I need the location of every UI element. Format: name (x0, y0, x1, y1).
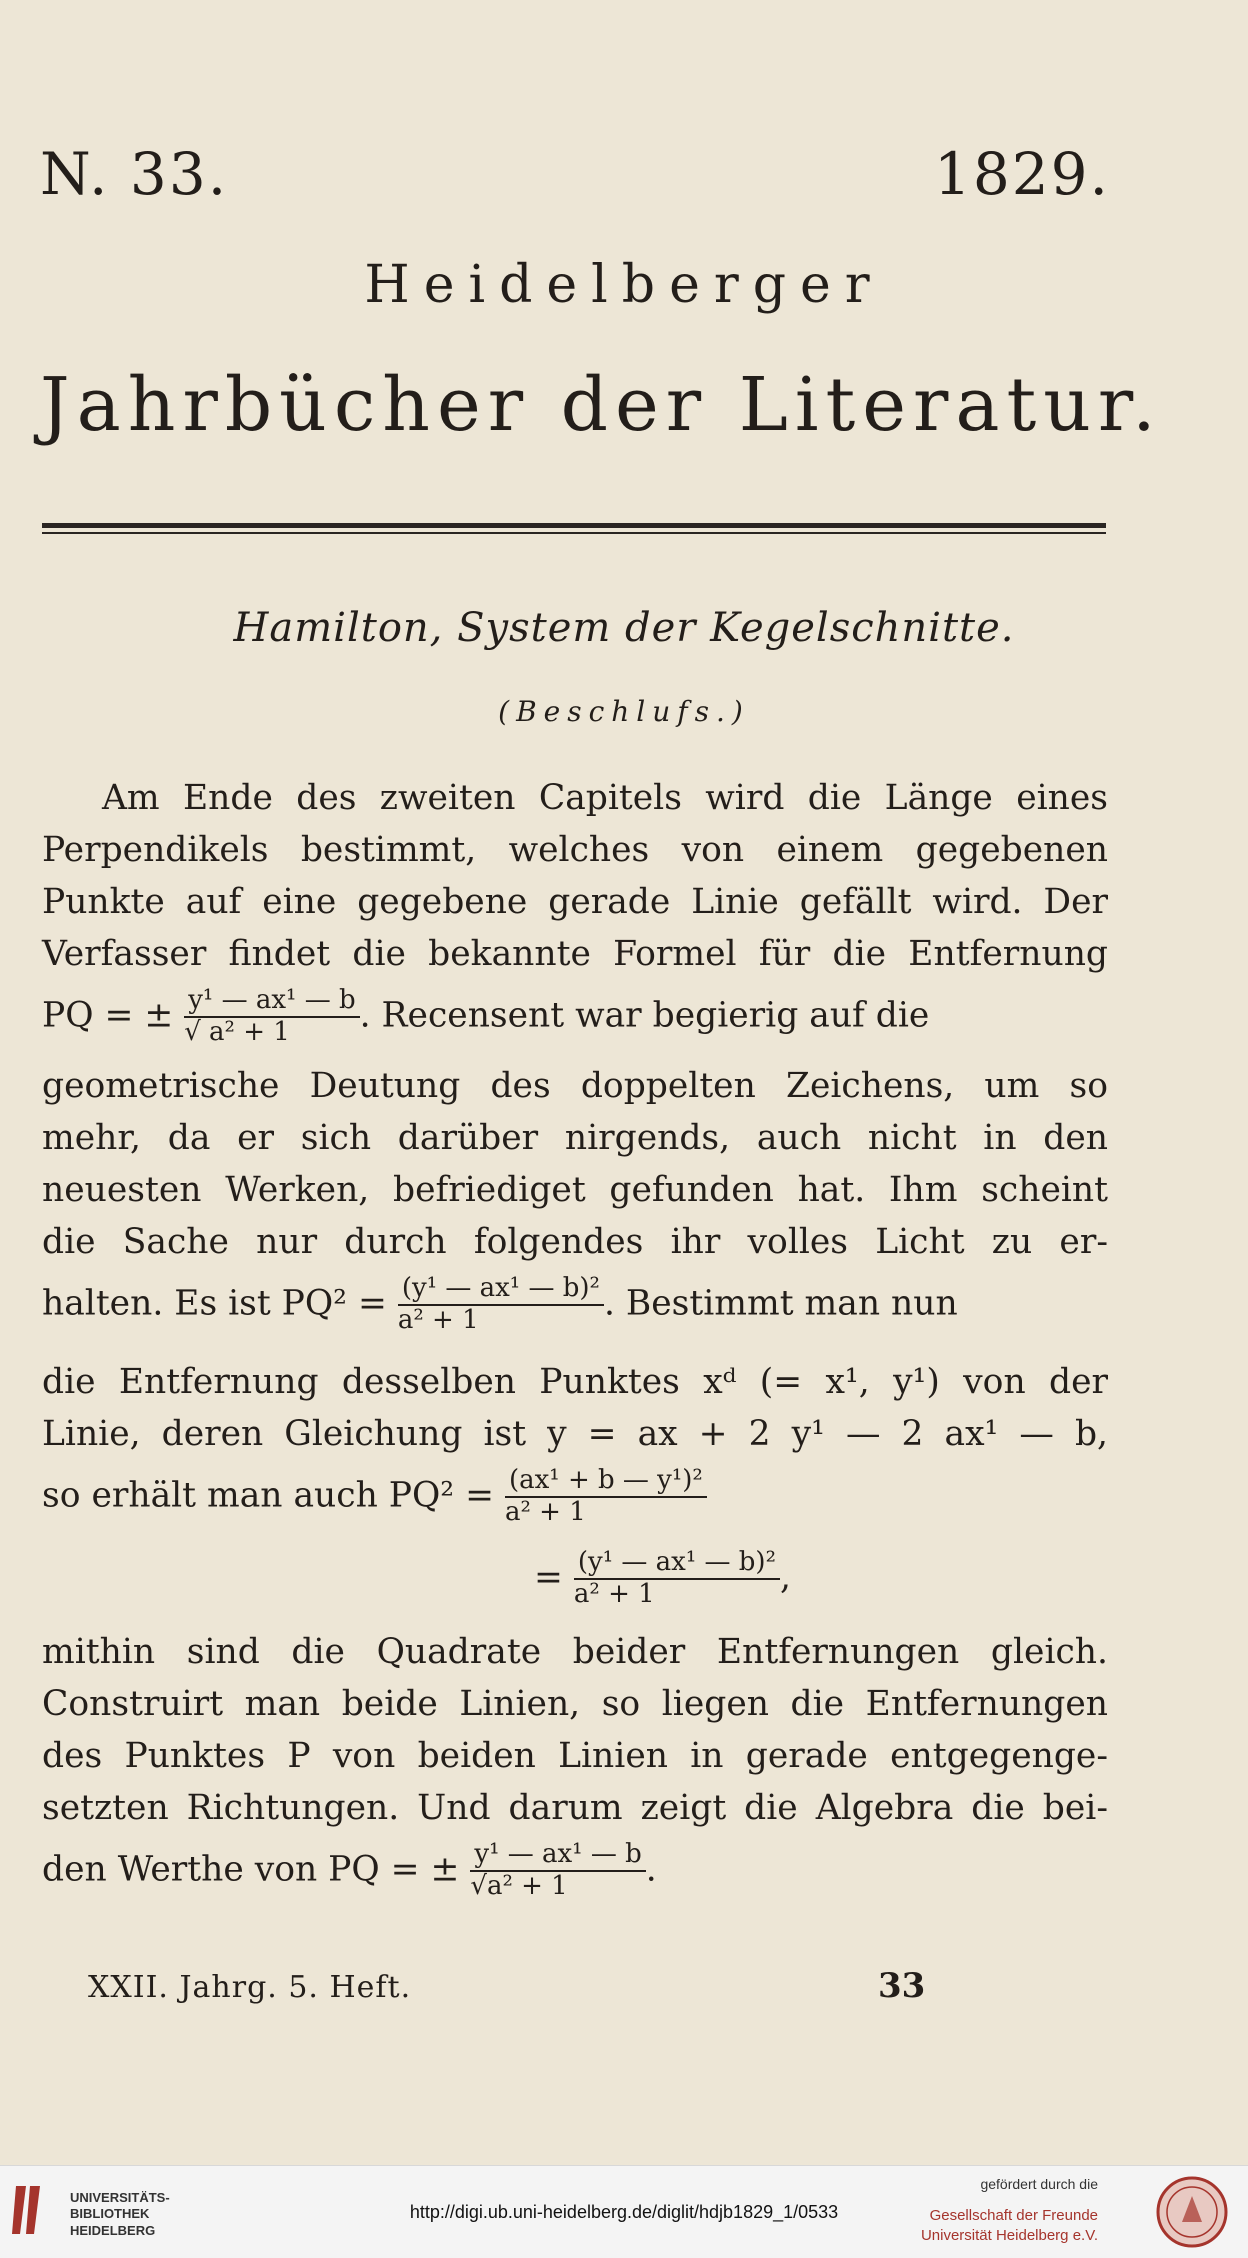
formula-fraction (505, 1466, 707, 1528)
text-line: Construirt man beide Linien, so liegen die Entfernungen (42, 1684, 1108, 1724)
fraction-numerator: (y¹ — ax¹ — b)² (398, 1274, 604, 1306)
fraction-denominator: a² + 1 (504, 1496, 586, 1527)
article-title: Hamilton, System der Kegelschnitte. (233, 605, 1015, 651)
text-segment: . Recensent war begierig auf die (359, 995, 930, 1036)
text-line: Perpendikels bestimmt, welches von einem gegebenen (42, 830, 1108, 870)
text-line: die Entfernung desselben Punktes xᵈ (= x¹, y¹) von der (42, 1362, 1108, 1402)
library-name-line1: UNIVERSITÄTS- (70, 2190, 170, 2205)
text-segment: . Bestimmt man nun (603, 1283, 958, 1324)
formula-lhs: = (534, 1557, 563, 1598)
formula-lhs: so erhält man auch PQ² = (42, 1475, 494, 1516)
issue-number: N. 33. (40, 140, 229, 208)
fraction-numerator: (ax¹ + b — y¹)² (505, 1466, 707, 1498)
sponsor-name (921, 2206, 1098, 2245)
sponsor-intro: gefördert durch die (980, 2176, 1098, 2192)
fraction-numerator: (y¹ — ax¹ — b)² (574, 1548, 780, 1580)
text-line: des Punktes P von beiden Linien in gerade entgegenge- (42, 1736, 1108, 1776)
journal-title-line2: Jahrbücher der Literatur. (40, 362, 1163, 448)
footer-page-number: 33 (878, 1966, 926, 2006)
text-segment: . (645, 1849, 657, 1890)
permalink[interactable]: http://digi.ub.uni-heidelberg.de/diglit/hdjb1829_1/0533 (409, 2202, 839, 2222)
formula-lhs: halten. Es ist PQ² = (42, 1283, 387, 1324)
formula-fraction (398, 1274, 604, 1336)
fraction-numerator: y¹ — ax¹ — b (470, 1840, 645, 1872)
library-name-line2: BIBLIOTHEK (70, 2206, 150, 2222)
double-rule-bottom (42, 532, 1106, 534)
text-line: Verfasser findet die bekannte Formel für die Entfernung (42, 934, 1108, 974)
sponsor-line2: Universität Heidelberg e.V. (920, 2226, 1098, 2244)
formula-fraction (574, 1548, 780, 1610)
formula-fraction (470, 1840, 645, 1902)
text-line: geometrische Deutung des doppelten Zeichens, um so (42, 1066, 1108, 1106)
fraction-denominator: a² + 1 (397, 1304, 479, 1335)
text-line: mehr, da er sich darüber nirgends, auch nicht in den (42, 1118, 1108, 1158)
seal-icon (1156, 2176, 1228, 2248)
text-segment: , (780, 1557, 791, 1598)
formula-line (42, 1840, 1108, 1922)
fraction-numerator: y¹ — ax¹ — b (184, 986, 359, 1018)
issue-year: 1829. (933, 140, 1110, 208)
sponsor-line1: Gesellschaft der Freunde (929, 2207, 1098, 2224)
double-rule-top (42, 523, 1106, 528)
journal-title-line1: Heidelberger (364, 255, 884, 315)
text-line: die Sache nur durch folgendes ihr volles Licht zu er- (42, 1222, 1108, 1262)
article-subtitle: (Beschlufs.) (498, 695, 750, 728)
text-line: neuesten Werken, befriediget gefunden hat. Ihm scheint (42, 1170, 1108, 1210)
text-line: mithin sind die Quadrate beider Entfernungen gleich. (42, 1632, 1108, 1672)
formula-line (42, 1466, 1108, 1548)
text-line: Linie, deren Gleichung ist y = ax + 2 y¹ — 2 ax¹ — b, (42, 1414, 1108, 1454)
formula-line (42, 1274, 1108, 1362)
formula-line (42, 986, 1108, 1066)
fraction-denominator: √a² + 1 (470, 1870, 568, 1901)
text-line: Am Ende des zweiten Capitels wird die Länge eines (102, 778, 1108, 818)
text-line: Punkte auf eine gegebene gerade Linie gefällt wird. Der (42, 882, 1108, 922)
fraction-denominator: √ a² + 1 (184, 1016, 290, 1047)
library-name-line3: HEIDELBERG (70, 2222, 156, 2238)
digitization-footer-bar (0, 2165, 1248, 2258)
formula-line (42, 1548, 1108, 1632)
formula-lhs: PQ = ± (42, 995, 174, 1036)
formula-fraction (184, 986, 359, 1048)
text-line: setzten Richtungen. Und darum zeigt die Algebra die bei- (42, 1788, 1108, 1828)
fraction-denominator: a² + 1 (573, 1578, 655, 1609)
footer-signature: XXII. Jahrg. 5. Heft. (88, 1970, 412, 2005)
body-text-block (42, 778, 1108, 1922)
formula-lhs: den Werthe von PQ = ± (42, 1849, 460, 1890)
